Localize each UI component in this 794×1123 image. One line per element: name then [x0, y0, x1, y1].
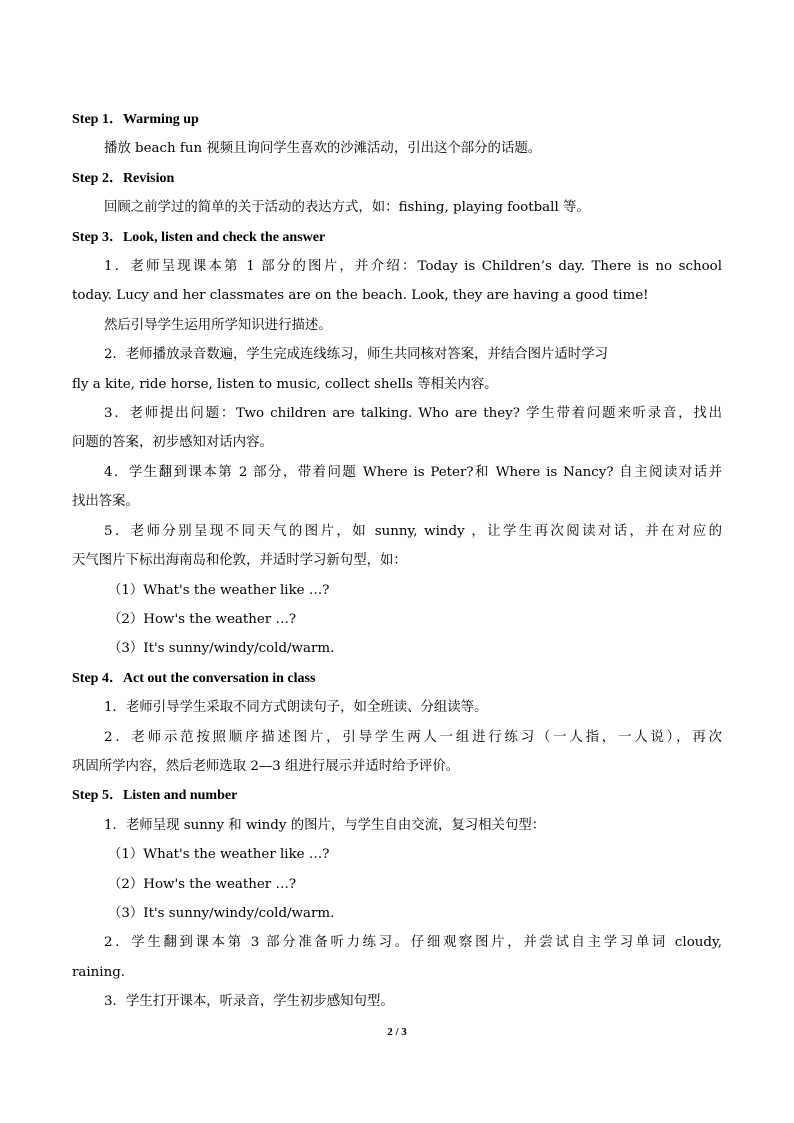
step-heading: Step 4．Act out the conversation in class	[72, 670, 316, 686]
document-body	[72, 105, 722, 1017]
paragraph: 1．老师呈现课本第 1 部分的图片，并介绍：Today is Children’s day. There is no school	[104, 259, 722, 275]
paragraph: 然后引导学生运用所学知识进行描述。	[104, 317, 332, 333]
paragraph: 2．老师示范按照顺序描述图片，引导学生两人一组进行练习（一人指，一人说），再次	[104, 729, 722, 745]
sentence-pattern-item: （3）It's sunny/windy/cold/warm.	[108, 641, 335, 657]
step-heading: Step 3．Look, listen and check the answer	[72, 229, 326, 245]
paragraph: 3．老师提出问题：Two children are talking. Who are they? 学生带着问题来听录音，找出	[104, 406, 722, 422]
paragraph-continued: 问题的答案，初步感知对话内容。	[72, 435, 273, 451]
paragraph: 5．老师分别呈现不同天气的图片，如 sunny, windy ，让学生再次阅读对话，并在对应的	[104, 523, 722, 539]
paragraph-continued: 找出答案。	[72, 494, 139, 510]
paragraph-continued: 天气图片下标出海南岛和伦敦，并适时学习新句型，如：	[72, 553, 407, 569]
paragraph: 回顾之前学过的简单的关于活动的表达方式，如：fishing, playing football 等。	[104, 200, 590, 216]
page-number: 2 / 3	[387, 1026, 407, 1038]
sentence-pattern-item: （1）What's the weather like …?	[108, 582, 330, 598]
sentence-pattern-item: （2）How's the weather …?	[108, 611, 297, 627]
paragraph: 1．老师引导学生采取不同方式朗读句子，如全班读、分组读等。	[104, 700, 488, 716]
step-heading: Step 2．Revision	[72, 170, 175, 186]
paragraph: 2．学生翻到课本第 3 部分准备听力练习。仔细观察图片，并尝试自主学习单词 cloudy,	[104, 935, 722, 951]
paragraph-continued: fly a kite, ride horse, listen to music, collect shells 等相关内容。	[72, 376, 498, 392]
sentence-pattern-item: （2）How's the weather …?	[108, 876, 297, 892]
paragraph: 4．学生翻到课本第 2 部分，带着问题 Where is Peter?和 Where is Nancy? 自主阅读对话并	[104, 464, 722, 480]
paragraph-continued: today. Lucy and her classmates are on the beach. Look, they are having a good time!	[72, 288, 649, 304]
paragraph: 1．老师呈现 sunny 和 windy 的图片，与学生自由交流，复习相关句型：	[104, 817, 546, 833]
paragraph: 播放 beach fun 视频且询问学生喜欢的沙滩活动，引出这个部分的话题。	[104, 141, 542, 157]
sentence-pattern-item: （3）It's sunny/windy/cold/warm.	[108, 905, 335, 921]
paragraph-continued: 巩固所学内容，然后老师选取 2—3 组进行展示并适时给予评价。	[72, 758, 460, 774]
step-heading: Step 1．Warming up	[72, 112, 199, 127]
paragraph: 3．学生打开课本，听录音，学生初步感知句型。	[104, 994, 394, 1010]
paragraph: 2．老师播放录音数遍，学生完成连线练习，师生共同核对答案，并结合图片适时学习	[104, 347, 608, 363]
paragraph-continued: raining.	[72, 964, 126, 980]
sentence-pattern-item: （1）What's the weather like …?	[108, 847, 330, 863]
step-heading: Step 5．Listen and number	[72, 788, 238, 804]
